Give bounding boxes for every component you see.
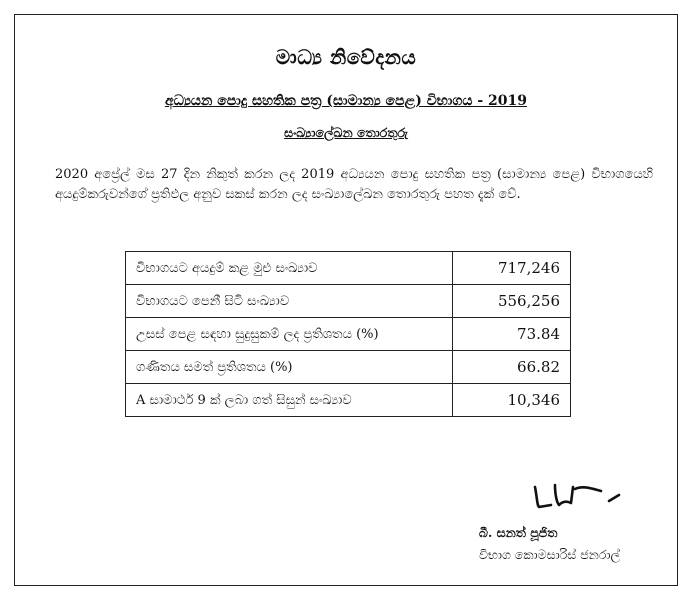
row-value: 10,346 — [453, 384, 571, 417]
table-row — [126, 318, 571, 351]
table-row — [126, 384, 571, 417]
row-label: A සාමාර්ථ 9 ක් ලබා ගත් සිසුන් සංඛ්‍යාව — [126, 384, 453, 417]
row-label: විභාගයට පෙනී සිටි සංඛ්‍යාව — [126, 285, 453, 318]
signature-mark — [529, 467, 629, 517]
exam-subtitle: අධ්‍යයන පොදු සහතික පත්‍ර (සාමාන්‍ය පෙළ) විභාගය - 2019 — [164, 93, 528, 109]
row-label: විභාගයට අයදුම් කළ මුළු සංඛ්‍යාව — [126, 252, 453, 285]
row-label: උසස් පෙළ සඳහා සුදුසුකම් ලද ප්‍රතිශතය (%) — [126, 318, 453, 351]
signatory-name: බී. සනත් පූජිත — [479, 525, 558, 540]
document-page — [14, 14, 678, 586]
table-row — [126, 285, 571, 318]
section-heading: සංඛ්‍යාලේඛන තොරතුරු — [284, 125, 408, 140]
intro-paragraph: 2020 අප්‍රේල් මස 27 දින නිකුත් කරන ලද 2019 අධ්‍යයන පොදු සහතික පත්‍ර (සාමාන්‍ය පෙළ) විභාගයෙහි අයදුම්කරුවන්ගේ ප්‍රතිඵල අනුව සකස් කරන ලද සංඛ්‍යාලේඛන තොරතුරු පහත දැක් වේ. — [55, 167, 653, 202]
page-title: මාධ්‍ය නිවේදනය — [275, 45, 417, 69]
row-value: 556,256 — [453, 285, 571, 318]
row-value: 717,246 — [453, 252, 571, 285]
row-label: ගණිතය සමත් ප්‍රතිශතය (%) — [126, 351, 453, 384]
row-value: 66.82 — [453, 351, 571, 384]
table-row — [126, 252, 571, 285]
statistics-table — [125, 251, 571, 417]
signatory-title: විභාග කොමසාරිස් ජනරාල් — [479, 547, 621, 562]
row-value: 73.84 — [453, 318, 571, 351]
table-row — [126, 351, 571, 384]
